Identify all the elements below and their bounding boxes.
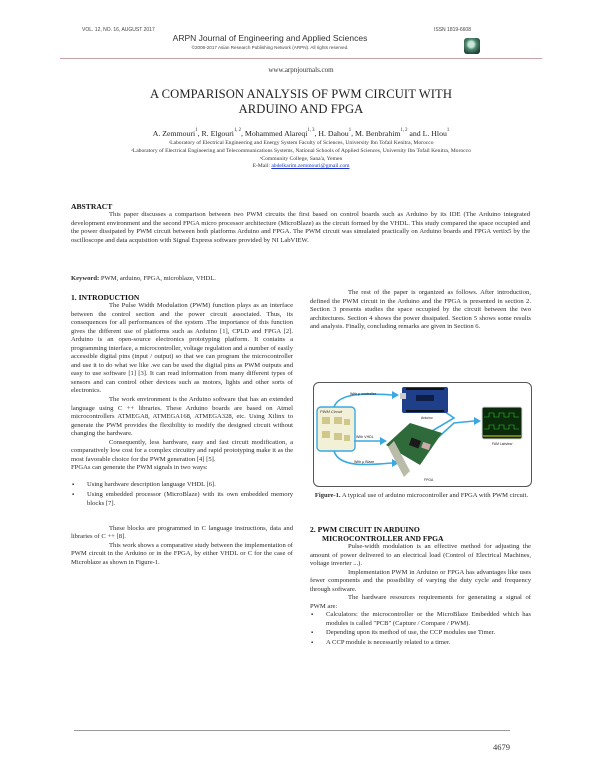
affiliation-3: $^3$Community College, Sana'a, Yemen xyxy=(259,155,343,162)
author: Mohammed Alareqi$^{1, 3}$, xyxy=(244,128,319,138)
section-2-paragraph-3: The hardware resources requirements for generating a signal of PWM are: xyxy=(310,594,531,610)
section-2-heading-line1: 2. PWM CIRCUIT IN ARDUINO xyxy=(310,525,420,534)
affiliation-2: $^2$Laboratory of Electrical Engineering and Telecommunications Systems, National Schools of Applied Sciences, University Ibn Tofail Kenitra, Morocco xyxy=(131,147,471,154)
paper-organization-paragraph: The rest of the paper is organized as follows. After introduction, defined the PWM circuit in the Arduino and the FPGA is presented in section 2. Section 3 presents studies the space occupied by the circuit between the two architectures. Section 4 shows the power dissipated. Section 5 shows some results and analysis. Finally, concluding remarks are given in Section 6. xyxy=(310,289,531,331)
abstract-heading: ABSTRACT xyxy=(71,202,113,211)
keywords-text: PWM, arduino, FPGA, microblaze, VHDL. xyxy=(100,275,216,282)
svg-text:FPGA: FPGA xyxy=(424,478,434,482)
journal-name: ARPN Journal of Engineering and Applied Sciences xyxy=(172,33,368,43)
footer-rule-left xyxy=(74,730,310,731)
header-rule-full xyxy=(60,58,542,59)
affiliation-1: $^1$Laboratory of Electrical Engineering and Energy System Faculty of Sciences, University Ibn Tofail Kenitra, Morocco xyxy=(168,140,434,146)
section-2-paragraph-1: Pulse-width modulation is an effective method for adjusting the amount of power delivered to an electrical load (Control of Electrical Machines, voltage inverter ...). xyxy=(310,543,531,568)
email-line: E-Mail: abdelkarim.zemmouri@gmail.com xyxy=(252,163,350,170)
abstract-text: This paper discusses a comparison between two PWM circuits the first based on control boards such as Arduino by its IDE (The Arduino integrated development environment and the second FPGA micro processor architecture (MicroBlaze) as the circuit formed by the VHDL. This study compared the space occupied and the power dissipated by PWM circuit between both platforms Arduino and FPGA. The PWM circuit was simulated practically on Arduino boards and FPGA vertix5 by the oscilloscope and data acquisition with Signal Express software provided by NI LabVIEW. xyxy=(71,211,530,244)
list-item: ▪ Using embedded processor (MicroBlaze) with its own embedded memory blocks [7]. xyxy=(71,491,293,508)
svg-text:With µ controller: With µ controller xyxy=(350,392,377,396)
footer-rule-right xyxy=(310,730,510,731)
paper-title xyxy=(60,87,542,117)
paper-title-line2: ARDUINO AND FPGA xyxy=(238,102,364,116)
page-number: 4679 xyxy=(493,742,510,752)
intro-paragraph-1: The Pulse Width Modulation (PWM) function plays as an interface between the control section and the power circuit associated. Thus, its consequences for all performances of the system .The importance of this function gives the different use of platforms such as Arduino [1], CPLD and FPGA [2]. Arduino is an open-source electronics prototyping platform. It contains a programming interface, a microcontroller, voltage regulation and a number of easily accessible digital pins (input / output) so that we can program the microcontroller and use it to do what we like .we can be used the digital pins as PWM outputs and easy to use software [1] [3]. It can read information from many different types of sensors and can control other devices such as motors, lights and other sorts of electronics. xyxy=(71,302,294,395)
intro-paragraph-3: Consequently, less hardware, easy and fast circuit modification, a comparatively low cost for a complex circuitry and rapid prototyping make it as the most favorable choice for the PWM generation [4] [5]. xyxy=(71,438,293,463)
paper-title-line1: A COMPARISON ANALYSIS OF PWM CIRCUIT WITH xyxy=(149,87,453,101)
copyright-notice: ©2006-2017 Asian Research Publishing Network (ARPN). All rights reserved. xyxy=(191,45,349,50)
author-list xyxy=(60,129,542,138)
svg-text:PWM Circuit: PWM Circuit xyxy=(320,409,343,414)
keywords xyxy=(71,275,311,284)
intro-paragraph-6: This work shows a comparative study between the implementation of PWM circuit in the Arduino or in the FPGA, by either VHDL or C for the case of Microblaze as shown in Figure-1. xyxy=(71,541,293,566)
svg-text:With VHDL: With VHDL xyxy=(356,435,374,439)
website-link[interactable]: www.arpnjournals.com xyxy=(268,66,334,74)
arpn-globe-logo-icon xyxy=(464,38,480,54)
author: A. Zemmouri$^1$, xyxy=(152,128,202,138)
volume-info: VOL. 12, NO. 16, AUGUST 2017 xyxy=(82,27,155,33)
list-item: ▪ Calculators: the microcontroller or the MicroBlaze Embedded which has modules is called "PCB" (Capture / Compare / PWM). xyxy=(310,611,531,628)
figure-1-label: Figure-1. xyxy=(314,492,341,499)
figure-1 xyxy=(313,382,532,487)
svg-text:With µ Blaze: With µ Blaze xyxy=(354,460,375,464)
fpga-board-image xyxy=(386,423,442,482)
fpga-pwm-methods-list xyxy=(71,481,293,509)
author: H. Dahou$^1$, xyxy=(318,128,355,138)
figure-1-caption-text: A typical use of arduino microcontroller and FPGA with PWM circuit. xyxy=(340,492,529,499)
figure-1-caption xyxy=(313,492,530,501)
hardware-requirements-list xyxy=(310,611,531,647)
email-link[interactable]: abdelkarim.zemmouri@gmail.com xyxy=(271,163,350,170)
keywords-label: Keyword: xyxy=(71,275,101,282)
issn: ISSN 1819-6608 xyxy=(434,27,471,33)
svg-text:FAM Labview: FAM Labview xyxy=(492,442,513,446)
left-column xyxy=(71,293,293,567)
section-2-heading-line2: MICROCONTROLLER AND FPGA xyxy=(322,534,444,543)
intro-paragraph-5: These blocks are programmed in C language instructions, data and libraries of C ++ [8]. xyxy=(71,524,293,541)
figure-1-diagram xyxy=(314,383,531,486)
labview-scope-image xyxy=(482,407,522,446)
list-item: ▪ A CCP module is necessarily related to a timer. xyxy=(310,639,531,648)
author: R. Elgouri$^{1, 2}$, xyxy=(201,128,245,138)
list-item: ▪ Depending upon its method of use, the CCP modules use Timer. xyxy=(310,629,531,638)
author: L. Hlou$^1$ xyxy=(422,128,450,138)
intro-paragraph-2: The work environment is the Arduino software that has an extended language using C ++ libraries. These Arduino boards are based on Atmel microcontrollers ATMEGA8, ATMEGA168, ATMEGA328, etc. Using Xilinx to generate the PWM provides the flexibility to modify the designed circuit without changing the hardware. xyxy=(71,396,293,438)
section-1-heading: 1. INTRODUCTION xyxy=(71,293,140,302)
right-column xyxy=(310,525,531,648)
author: M. Benbrahim$^{1, 2}$ and xyxy=(354,128,423,138)
pwm-circuit-block xyxy=(317,407,355,451)
svg-text:Arduino: Arduino xyxy=(421,416,433,420)
list-item: ▪ Using hardware description language VHDL [6]. xyxy=(71,481,293,490)
intro-paragraph-4: FPGAs can generate the PWM signals in two ways: xyxy=(71,464,208,472)
section-2-paragraph-2: Implementation PWM in Arduino or FPGA has advantages like uses fewer components and the possibility of varying the duty cycle and frequency through software. xyxy=(310,568,531,593)
affiliations xyxy=(60,140,542,171)
arduino-board-image xyxy=(400,387,448,420)
